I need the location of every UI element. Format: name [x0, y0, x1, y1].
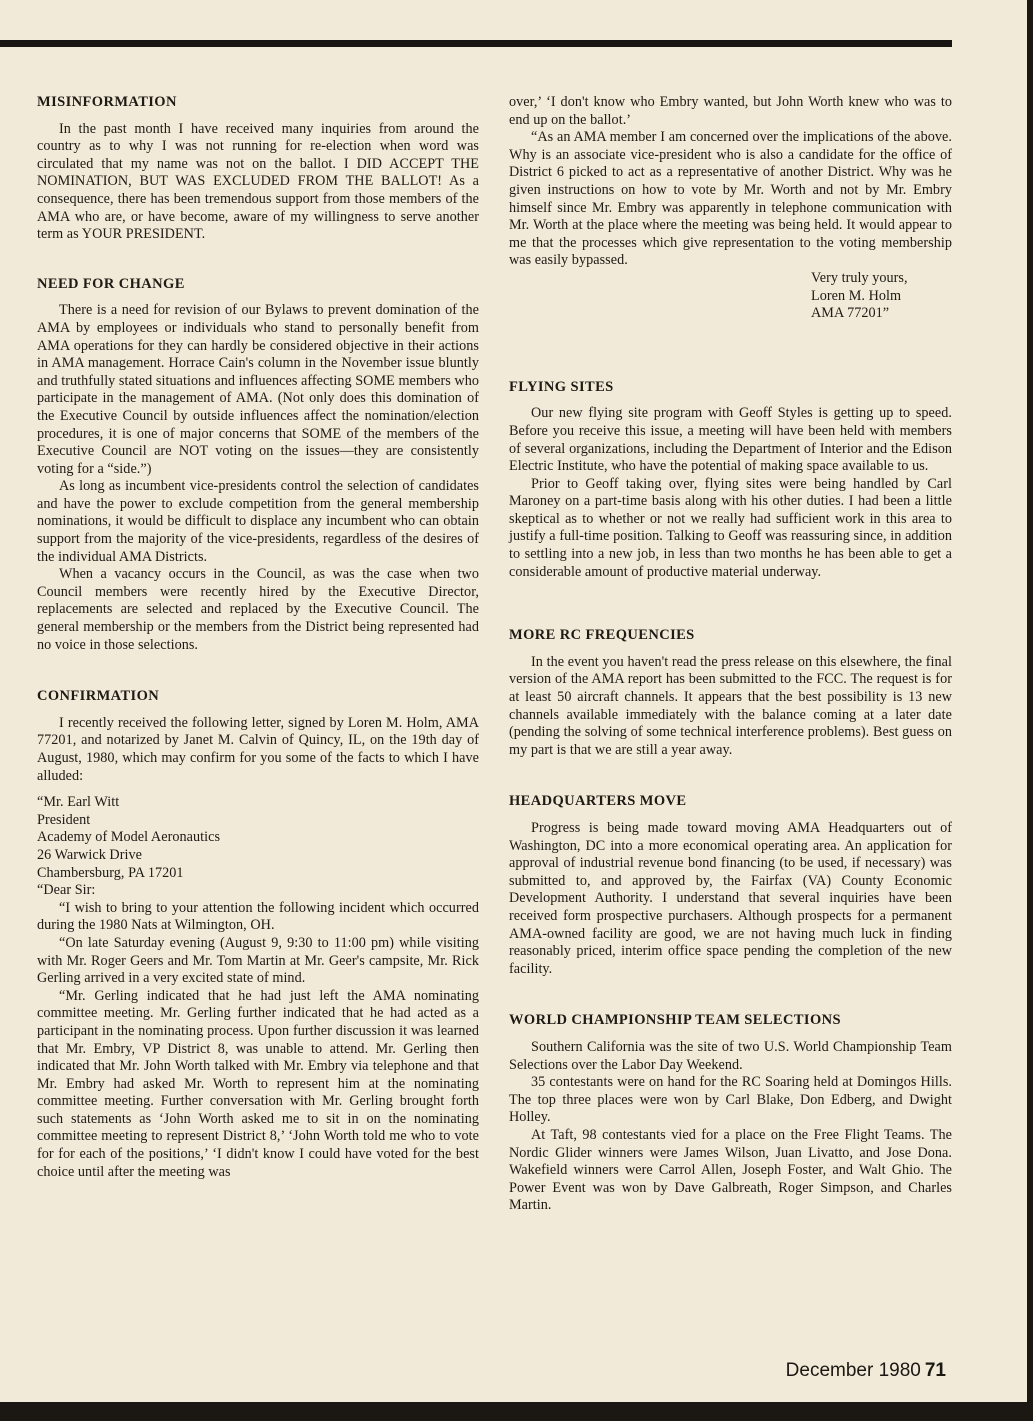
- confirmation-section: [37, 688, 479, 1181]
- signature-line: AMA 77201”: [811, 305, 890, 322]
- paragraph: There is a need for revision of our Bylaws to prevent domination of the AMA by employees or individuals who stand to personally benefit from AMA operations for they can hardly be considered objective in their actions in AMA management. Horrace Cain's column in the November issue bluntly and truthfully stated situations and influences affecting SOME members who participate in the management of AMA. (Not only does this domination of the Executive Council by outside influences affect the nomination/election procedures, it is one of major concerns that SOME of the members of the Executive Council are NOT voting on the issues—they are consistently voting for a “side.”): [37, 302, 479, 477]
- team-selections-section: [509, 1012, 952, 1215]
- paragraph: “Mr. Gerling indicated that he had just left the AMA nominating committee meeting. Mr. Gerling further indicated that he had acted as a participant in the nominating process. Upon further discussion it was learned that Mr. Embry, VP District 8, was unable to attend. Mr. Gerling then indicated that Mr. John Worth talked with Mr. Embry via telephone and that Mr. Embry had asked Mr. Worth to represent him at the nominating committee meeting. Further conversation with Mr. Gerling brought forth such statements as ‘John Worth asked me to sit in on the nominating committee meeting to represent District 8,’ ‘John Worth told me who to vote for for each of the positions,’ ‘I didn't know I could have voted for the best choice until after the meeting was: [37, 987, 479, 1180]
- paragraph: When a vacancy occurs in the Council, as was the case when two Council members were recently hired by the Executive Director, replacements are selected and replaced by the Executive Council. The general membership or the members from the District being represented had no voice in those selections.: [37, 566, 479, 653]
- paragraph: “I wish to bring to your attention the following incident which occurred during the 1980 Nats at Wilmington, OH.: [37, 899, 479, 934]
- top-rule: [0, 40, 952, 47]
- address-line: “Mr. Earl Witt: [37, 794, 120, 811]
- paragraph: “As an AMA member I am concerned over the implications of the above. Why is an associate vice-president who is also a candidate for the office of District 6 picked to act as a representative of another District. Why was he given instructions on how to vote by Mr. Worth and not by Mr. Embry himself since Mr. Embry was apparently in telephone communication with Mr. Worth at the place where the meeting was being held. It would appear to me that the processes which give representation to the voting membership was easily bypassed.: [509, 129, 952, 269]
- address-line: Chambersburg, PA 17201: [37, 864, 184, 881]
- address-line: President: [37, 811, 91, 828]
- section-heading: MISINFORMATION: [37, 94, 177, 110]
- paragraph: 35 contestants were on hand for the RC Soaring held at Domingos Hills. The top three places were won by Carl Blake, Don Edberg, and Dwight Holley.: [509, 1074, 952, 1126]
- paragraph: I recently received the following letter, signed by Loren M. Holm, AMA 77201, and notarized by Janet M. Calvin of Quincy, IL, on the 19th day of August, 1980, which may confirm for you some of the facts to which I have alluded:: [37, 714, 479, 784]
- address-line: 26 Warwick Drive: [37, 846, 142, 863]
- paragraph: At Taft, 98 contestants vied for a place on the Free Flight Teams. The Nordic Glider winners were James Wilson, Juan Livatto, and Jose Dona. Wakefield winners were Carrol Allen, Joseph Foster, and Walt Ghio. The Power Event was won by Dave Galbreath, Roger Simpson, and Charles Martin.: [509, 1126, 952, 1214]
- section-heading: WORLD CHAMPIONSHIP TEAM SELECTIONS: [509, 1012, 841, 1029]
- page-number: 71: [924, 1360, 946, 1381]
- section-heading: HEADQUARTERS MOVE: [509, 793, 687, 810]
- right-column: [509, 94, 952, 1215]
- letter-address: [37, 794, 479, 900]
- headquarters-move-section: [509, 793, 952, 978]
- section-heading: CONFIRMATION: [37, 688, 160, 705]
- page-footer: [786, 1360, 946, 1382]
- issue-date: December 1980: [785, 1360, 921, 1381]
- paragraph: Prior to Geoff taking over, flying sites were being handled by Carl Maroney on a part-time basis along with his other duties. I had been a little skeptical as to whether or not we really had sufficient work in this area to justify a full-time position. Talking to Geoff was reassuring since, in addition to settling into a new job, in less than two months he has been able to get a considerable amount of productive material underway.: [509, 475, 952, 580]
- paragraph: Southern California was the site of two U.S. World Championship Team Selections over the Labor Day Weekend.: [509, 1038, 952, 1073]
- left-column: [37, 94, 479, 1181]
- section-heading: NEED FOR CHANGE: [37, 275, 185, 292]
- paragraph: Progress is being made toward moving AMA Headquarters out of Washington, DC into a more economical operating area. An application for approval of industrial revenue bond financing (to be used, if necessary) was submitted to, and approved by, the Fairfax (VA) County Economic Development Authority. I understand that several inquiries have been received form prospective purchasers. Although prospects for a permanent AMA-owned facility are good, we are not having much luck in finding reasonably priced, interim office space pending the completion of the new facility.: [509, 820, 952, 977]
- need-for-change-section: [37, 276, 479, 654]
- signature-line: Very truly yours,: [811, 269, 908, 286]
- signature-line: Loren M. Holm: [811, 287, 902, 304]
- flying-sites-section: [509, 379, 952, 582]
- rc-frequencies-section: [509, 627, 952, 759]
- paragraph: “On late Saturday evening (August 9, 9:30 to 11:00 pm) while visiting with Mr. Roger Geers and Mr. Tom Martin at Mr. Geer's campsite, Mr. Rick Gerling arrived in a very excited state of mind.: [37, 934, 479, 987]
- paragraph: As long as incumbent vice-presidents control the selection of candidates and have the power to exclude competition from the general membership nominations, it would be difficult to displace any incumbent who can obtain support from the majority of the vice-presidents, regardless of the desires of the individual AMA Districts.: [37, 478, 479, 565]
- address-line: “Dear Sir:: [37, 882, 96, 899]
- signature-block: [811, 270, 952, 323]
- address-line: Academy of Model Aeronautics: [37, 829, 221, 846]
- paragraph: over,’ ‘I don't know who Embry wanted, but John Worth knew who was to end up on the ballot.’: [509, 94, 952, 128]
- paragraph: In the past month I have received many inquiries from around the country as to why I was not running for re-election when word was circulated that my name was not on the ballot. I DID ACCEPT THE NOMINATION, BUT WAS EXCLUDED FROM THE BALLOT! As a consequence, there has been tremendous support from those members of the AMA who are, or have become, aware of my willingness to serve another term as YOUR PRESIDENT.: [37, 120, 479, 243]
- section-heading: MORE RC FREQUENCIES: [509, 627, 695, 644]
- paragraph: Our new flying site program with Geoff Styles is getting up to speed. Before you receive this issue, a meeting will have been held with members of several organizations, including the Department of Interior and the Edison Electric Institute, who have the potential of making space available to us.: [509, 405, 952, 475]
- section-heading: FLYING SITES: [509, 378, 614, 395]
- paragraph: In the event you haven't read the press release on this elsewhere, the final version of the AMA report has been submitted to the FCC. The request is for at least 50 aircraft channels. It appears that the best possibility is 13 new channels available immediately with the balance coming at a later date (pending the solving of some technical interference problems). Best guess on my part is that we are still a year away.: [509, 653, 952, 758]
- letter-continued: [509, 94, 952, 323]
- misinformation-section: [37, 94, 479, 244]
